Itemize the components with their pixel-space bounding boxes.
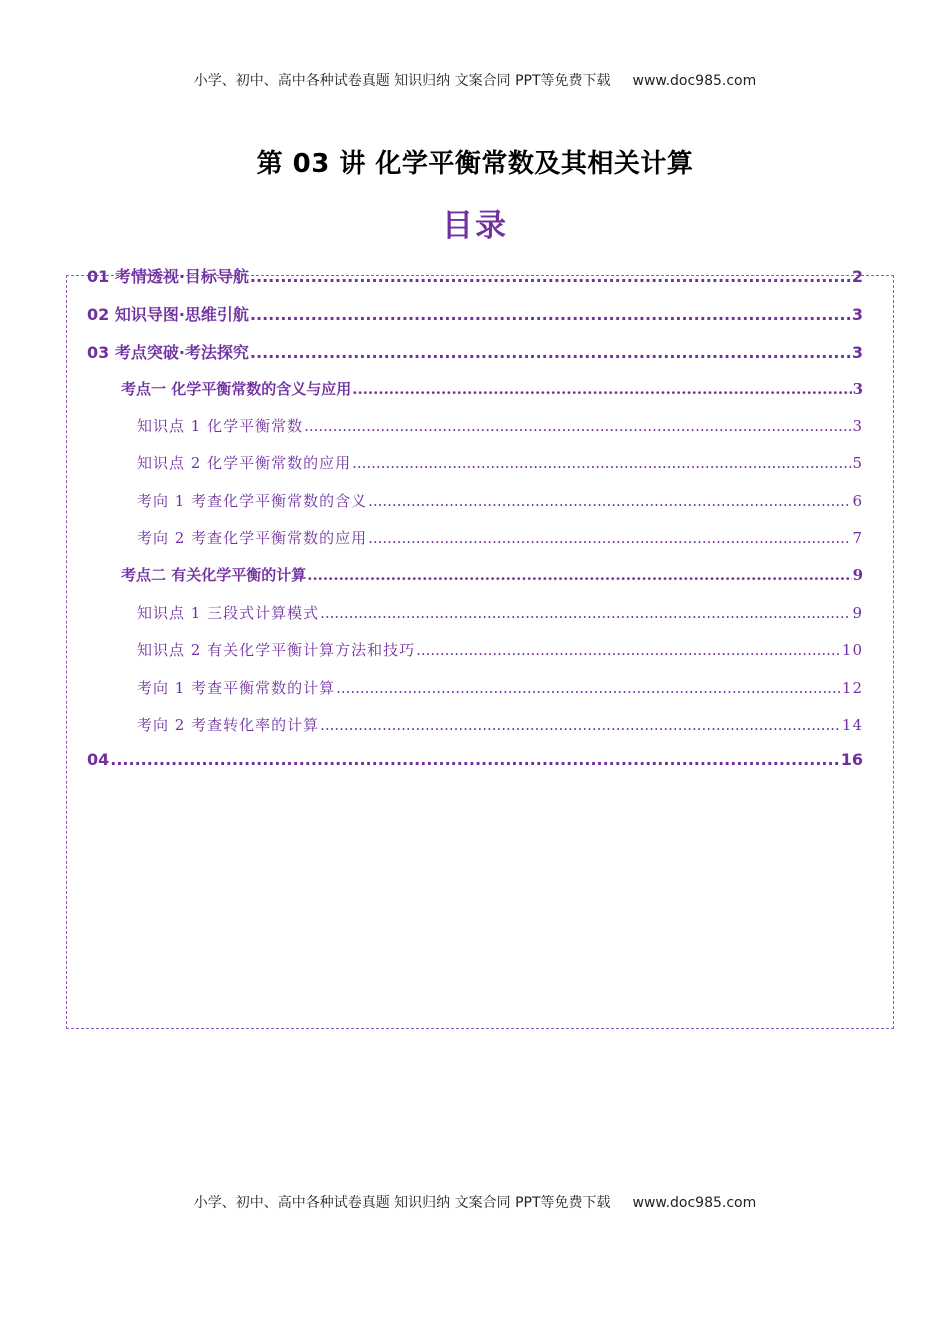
toc-entry-page: 12	[841, 679, 863, 697]
toc-leader-dots	[336, 679, 841, 697]
toc-leader-dots	[250, 267, 851, 286]
toc-leader-dots	[368, 492, 851, 510]
toc-entry-page: 3	[851, 343, 863, 362]
toc-leader-dots	[416, 641, 841, 659]
toc-leader-dots	[110, 750, 839, 769]
toc-entry-label: 01 考情透视·目标导航	[87, 267, 249, 286]
toc-entry-page: 10	[841, 641, 863, 659]
toc-entry-zhishidian-2-2[interactable]	[137, 639, 863, 663]
toc-entry-page: 3	[852, 380, 863, 398]
toc-entry-page: 3	[851, 305, 863, 324]
page-header	[0, 70, 950, 90]
toc-entry-kaodian-1[interactable]	[121, 378, 863, 402]
toc-leader-dots	[352, 454, 851, 472]
toc-entry-kaodian-2[interactable]	[121, 564, 863, 588]
page-footer	[0, 1192, 950, 1212]
toc-entry-label: 知识点 1 化学平衡常数	[137, 417, 304, 435]
toc-entry-zhishidian-1-1[interactable]	[137, 415, 863, 439]
toc-entry-label: 知识点 2 有关化学平衡计算方法和技巧	[137, 641, 416, 659]
toc-entry-label: 考向 2 考查转化率的计算	[137, 716, 320, 734]
toc-entry-label: 02 知识导图·思维引航	[87, 305, 249, 324]
toc-leader-dots	[250, 305, 851, 324]
toc-entry-kaoxiang-1-2[interactable]	[137, 527, 863, 551]
toc-entry-page: 16	[840, 750, 863, 769]
toc-leader-dots	[250, 343, 851, 362]
toc-entry-03[interactable]	[87, 340, 863, 364]
toc-leader-dots	[304, 417, 851, 435]
toc-leader-dots	[352, 380, 851, 398]
toc-entry-page: 14	[841, 716, 863, 734]
toc-entry-kaoxiang-1-1[interactable]	[137, 490, 863, 514]
toc-entry-label: 知识点 1 三段式计算模式	[137, 604, 320, 622]
footer-website: www.doc985.com	[632, 1195, 757, 1211]
toc-entry-label: 考向 1 考查平衡常数的计算	[137, 679, 336, 697]
toc-entry-label: 考点二 有关化学平衡的计算	[121, 566, 307, 584]
toc-leader-dots	[320, 604, 851, 622]
toc-entry-page: 3	[852, 417, 863, 435]
toc-entry-zhishidian-2-1[interactable]	[137, 602, 863, 626]
toc-entry-page: 5	[852, 454, 863, 472]
toc-entry-label: 考向 2 考查化学平衡常数的应用	[137, 529, 368, 547]
toc-leader-dots	[368, 529, 851, 547]
toc-entry-02[interactable]	[87, 302, 863, 326]
toc-entry-page: 9	[852, 566, 863, 584]
toc-leader-dots	[307, 566, 851, 584]
toc-entry-page: 2	[851, 267, 863, 286]
toc-entry-page: 7	[852, 529, 863, 547]
toc-heading: 目录	[442, 208, 508, 244]
toc-leader-dots	[320, 716, 841, 734]
toc-entry-label: 03 考点突破·考法探究	[87, 343, 249, 362]
toc-entry-label: 04	[87, 750, 110, 769]
toc-entry-kaoxiang-2-1[interactable]	[137, 677, 863, 701]
toc-entry-label: 知识点 2 化学平衡常数的应用	[137, 454, 352, 472]
toc-entry-kaoxiang-2-2[interactable]	[137, 714, 863, 738]
toc-entry-04[interactable]	[87, 750, 863, 774]
toc-entry-page: 6	[852, 492, 863, 510]
header-website: www.doc985.com	[632, 73, 757, 89]
document-title: 第 03 讲 化学平衡常数及其相关计算	[256, 149, 694, 179]
toc-entry-zhishidian-1-2[interactable]	[137, 452, 863, 476]
toc-entry-page: 9	[852, 604, 863, 622]
header-left-text: 小学、初中、高中各种试卷真题 知识归纳 文案合同 PPT等免费下载	[193, 73, 611, 89]
toc-entry-01[interactable]	[87, 264, 863, 288]
toc-entry-label: 考点一 化学平衡常数的含义与应用	[121, 380, 352, 398]
toc-entry-label: 考向 1 考查化学平衡常数的含义	[137, 492, 368, 510]
footer-left-text: 小学、初中、高中各种试卷真题 知识归纳 文案合同 PPT等免费下载	[193, 1195, 611, 1211]
